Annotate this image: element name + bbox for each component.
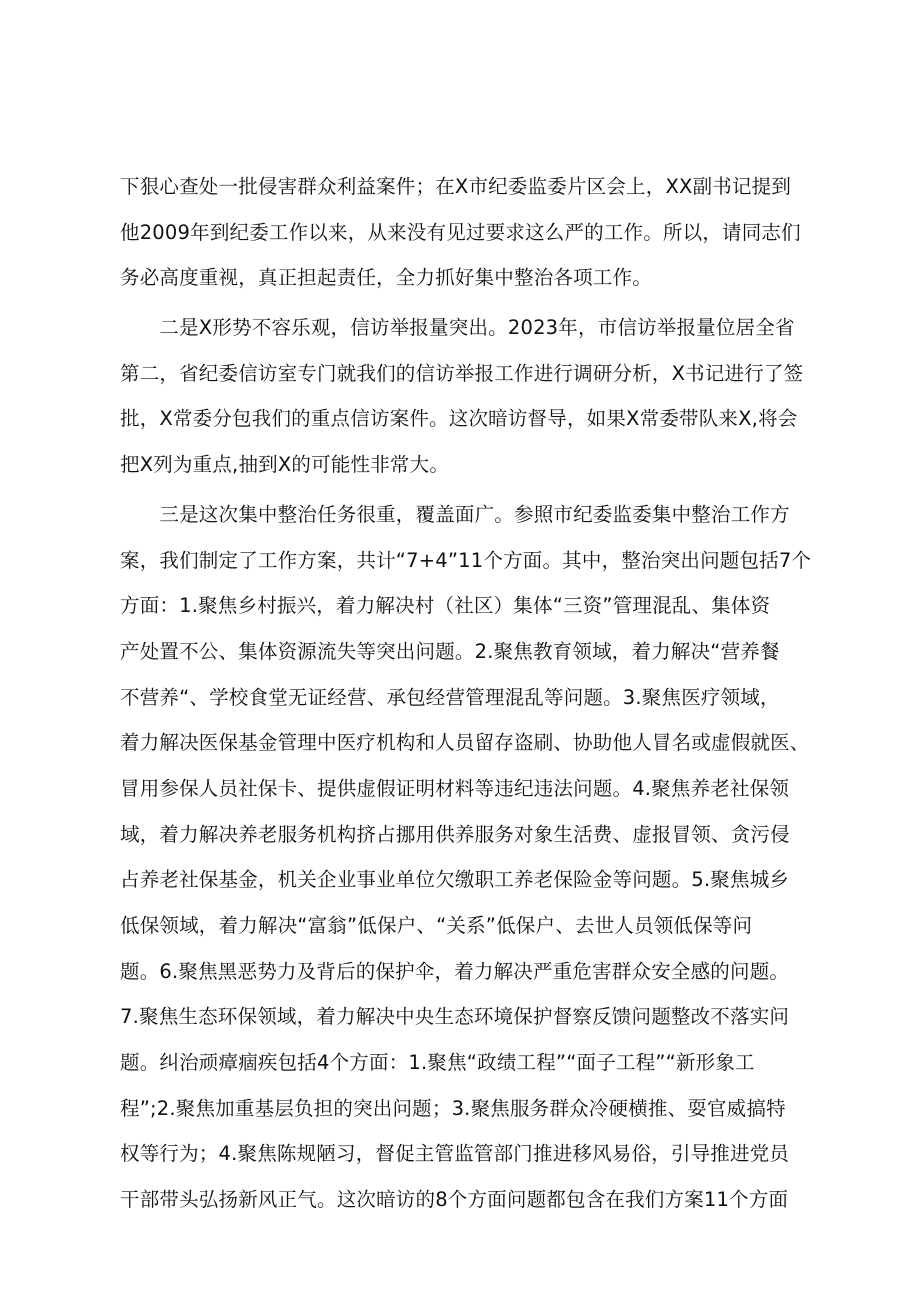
text-line: 把X列为重点,抽到X的可能性非常大。 (120, 453, 450, 477)
text-line: 7.聚焦生态环保领域，着力解决中央生态环境保护督察反馈问题整改不落实问 (120, 1005, 790, 1029)
text-line: 第二，省纪委信访室专门就我们的信访举报工作进行调研分析，X书记进行了签 (120, 361, 804, 385)
text-line: 占养老社保基金，机关企业事业单位欠缴职工养老保险金等问题。5.聚焦城乡 (120, 868, 790, 892)
text-line: 着力解决医保基金管理中医疗机构和人员留存盗刷、协助他人冒名或虚假就医、 (120, 731, 810, 755)
text-line: 产处置不公、集体资源流失等突出问题。2.聚焦教育领域，着力解决“营养餐 (120, 639, 780, 663)
text-line: 下狠心查处一批侵害群众利益案件；在X市纪委监委片区会上，XX副书记提到 (120, 175, 792, 198)
text-line: 二是X形势不容乐观，信访举报量突出。2023年，市信访举报量位居全省 (120, 316, 795, 340)
text-line: 干部带头弘扬新风正气。这次暗访的8个方面问题都包含在我们方案11个方面 (120, 1188, 789, 1212)
text-line: 务必高度重视，真正担起责任，全力抓好集中整治各项工作。 (120, 266, 652, 290)
text-line: 批，X常委分包我们的重点信访案件。这次暗访督导，如果X常委带队来X,将会 (120, 407, 798, 431)
text-line: 他2009年到纪委工作以来，从来没有见过要求这么严的工作。所以，请同志们 (120, 220, 801, 244)
text-line: 程”;2.聚焦加重基层负担的突出问题；3.聚焦服务群众冷硬横推、耍官威搞特 (120, 1096, 786, 1120)
text-line: 权等行为；4.聚焦陈规陋习，督促主管监管部门推进移风易俗，引导推进党员 (120, 1142, 790, 1166)
text-line: 案，我们制定了工作方案，共计“7+4”11个方面。其中，整治突出问题包括7个 (120, 548, 812, 572)
text-line: 题。6.聚焦黑恶势力及背后的保护伞，着力解决严重危害群众安全感的问题。 (120, 959, 790, 983)
text-line: 冒用参保人员社保卡、提供虚假证明材料等违纪违法问题。4.聚焦养老社保领 (120, 776, 790, 800)
body-text (120, 164, 810, 1223)
text-line: 方面：1.聚焦乡村振兴，着力解决村（社区）集体“三资”管理混乱、集体资 (120, 594, 771, 618)
text-line: 域，着力解决养老服务机构挤占挪用供养服务对象生活费、虚报冒领、贪污侵 (120, 822, 790, 846)
text-line: 题。纠治顽瘴痼疾包括4个方面：1.聚焦“政绩工程”“面子工程”“新形象工 (120, 1051, 755, 1075)
text-line: 不营养“、学校食堂无证经营、承包经营管理混乱等问题。3.聚焦医疗领域， (120, 685, 780, 709)
text-line: 低保领域，着力解决“富翁”低保户、“关系”低保户、去世人员领低保等问 (120, 914, 753, 937)
text-line: 三是这次集中整治任务很重，覆盖面广。参照市纪委监委集中整治工作方 (120, 502, 790, 526)
